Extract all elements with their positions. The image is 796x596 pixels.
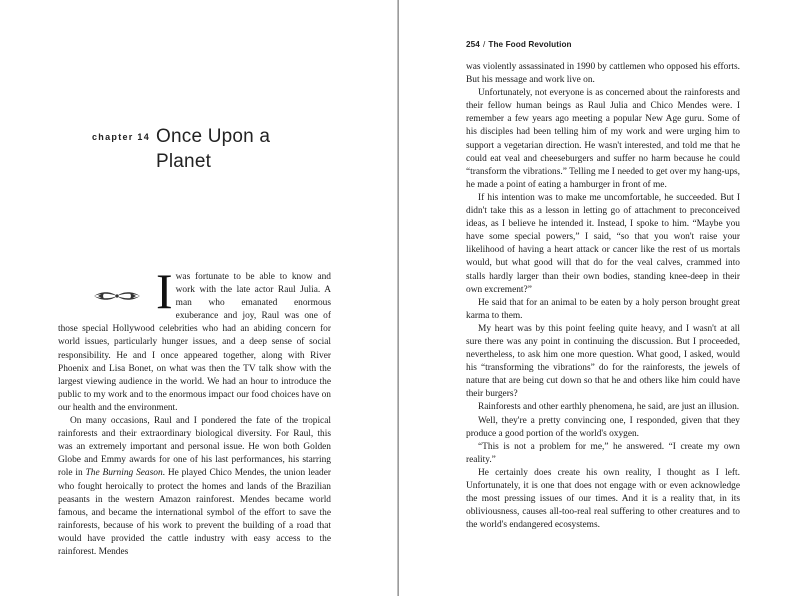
paragraph: Well, they're a pretty convincing one, I responded, given that they produce a good portion of the world's oxygen.	[466, 415, 740, 439]
paragraph: “This is not a problem for me,” he answered. “I create my own reality.”	[466, 441, 740, 465]
page-number: 254	[466, 40, 480, 49]
chapter-label: chapter 14	[92, 132, 151, 142]
paragraph-text: was fortunate to be able to know and work with the late actor Raul Julia. A man who emanated enormous exuberance and joy, Raul was one of those special Hollywood celebrities who had an abiding concern for world issues, particularly hunger issues, and a deep sense of social responsibility. He and I once appeared together, along with River Phoenix and Lisa Bonet, on what was then the TV talk show with the largest viewing audience in the world. We had an hour to introduce the public to my work and to the enormous impact our food choices have on our health and the environment.	[58, 272, 331, 413]
paragraph: Rainforests and other earthly phenomena, he said, are just an illusion.	[478, 402, 740, 413]
paragraph: was violently assassinated in 1990 by cattlemen who opposed his efforts. But his message and work live on.	[466, 62, 740, 86]
drop-cap: I	[156, 263, 173, 319]
book-title: The Food Revolution	[488, 40, 572, 49]
paragraph: He said that for an animal to be eaten by a holy person brought great karma to them.	[466, 297, 740, 321]
paragraph-text: On many occasions, Raul and I pondered the fate of the tropical rainforests and their extraordinary biological diversity. For Raul, this was an extremely important and personal issue. He won both Golden Globe and Emmy awards for one of his last performances, his starring role in	[58, 416, 331, 479]
paragraph: He certainly does create his own reality, I thought as I left. Unfortunately, it is one that does not engage with or even acknowledge the most pressing issues of our times. And it is a reality that, in its obliviousness, causes all-too-real real suffering to other creatures and to the world's endangered ecosystems.	[466, 467, 740, 531]
chapter-title: Once Upon a Planet	[156, 126, 271, 172]
paragraph-text: . He played Chico Mendes, the union leader who fought heroically to protect the homes and lands of the Brazilian peasants in the western Amazon rainforest. Mendes became world famous, and became the international symbol of the effort to save the rainforests, because of his work to prevent the building of a road that would have provided the cattle industry with easy access to the rainforest. Mendes	[58, 468, 331, 557]
paragraph: If his intention was to make me uncomfortable, he succeeded. But I didn't take this as a lesson in letting go of attachment to preconceived ideas, as I believe he intended it. Instead, I spoke to him. “Maybe you have some special powers,” I said, “so that you won't raise your likelihood of having a heart attack or cancer like the rest of us mortals would, but what good will that do for the veal calves, crammed into stalls hardly larger than their own bodies, standing knee-deep in their own excrement?”	[466, 192, 740, 295]
paragraph	[58, 415, 331, 559]
film-title: The Burning Season	[85, 468, 163, 479]
chapter-body-left	[58, 263, 331, 559]
chapter-body-right	[466, 61, 740, 532]
running-head-separator: /	[482, 40, 486, 49]
running-head	[466, 40, 572, 49]
paragraph: My heart was by this point feeling quite heavy, and I wasn't at all sure there was any point in continuing the discussion. But I proceeded, nevertheless, to ask him one more question. What good, I asked, would his “transforming the vibrations” do for the rainforests, the jewels of nature that are being cut down so that he and others like him could have their burgers?	[466, 323, 740, 400]
paragraph	[58, 263, 331, 415]
paragraph: Unfortunately, not everyone is as concerned about the rainforests and their fellow human beings as Raul Julia and Chico Mendes were. I remember a few years ago meeting a popular New Age guru. Some of his disciples had been telling him of my work and were urging him to support a vegetarian direction. He wasn't interested, and told me that he could eat veal and cheeseburgers and suffer no harm because he could “transform the vibrations.” Telling me I needed to get over my hang-ups, he made a point of eating a hamburger in front of me.	[466, 88, 740, 190]
